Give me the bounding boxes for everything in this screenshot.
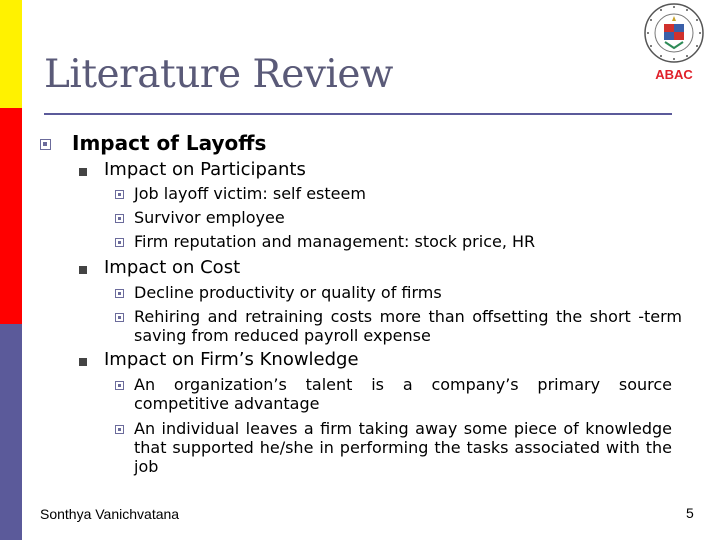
hollow-square-bullet-icon: [115, 313, 124, 322]
title-divider: [44, 113, 672, 115]
list-item: An individual leaves a firm taking away some piece of knowledge that supported he/she in performing the tasks associated with the job: [134, 419, 672, 476]
section-label-cost: Impact on Cost: [104, 257, 241, 278]
side-bar-yellow: [0, 0, 22, 108]
university-seal-icon: [643, 2, 705, 64]
footer-author: Sonthya Vanichvatana: [40, 506, 180, 522]
hollow-square-bullet-icon: [115, 190, 124, 199]
square-bullet-icon: [79, 266, 87, 274]
page-number: 5: [686, 505, 694, 521]
side-bar-red: [0, 108, 22, 324]
slide-title: Literature Review: [44, 52, 393, 97]
hollow-square-bullet-icon: [115, 381, 124, 390]
list-item: Survivor employee: [134, 208, 285, 227]
side-color-bar: [0, 0, 22, 540]
main-heading: Impact of Layoffs: [72, 131, 267, 155]
square-bullet-icon: [79, 358, 87, 366]
hollow-square-bullet-icon: [115, 214, 124, 223]
section-label-participants: Impact on Participants: [104, 159, 306, 180]
section-label-knowledge: Impact on Firm’s Knowledge: [104, 349, 359, 370]
list-item: Rehiring and retraining costs more than offsetting the short -term saving from reduced payroll expense: [134, 307, 682, 345]
list-item: Decline productivity or quality of firms: [134, 283, 442, 302]
square-bullet-icon: [79, 168, 87, 176]
logo-text: ABAC: [655, 67, 693, 82]
list-item: An organization’s talent is a company’s primary source competitive advantage: [134, 375, 672, 413]
university-logo: [639, 0, 709, 95]
hollow-square-bullet-icon: [115, 238, 124, 247]
list-item: Job layoff victim: self esteem: [134, 184, 366, 203]
side-bar-blue: [0, 324, 22, 540]
list-item: Firm reputation and management: stock price, HR: [134, 232, 536, 251]
hollow-square-bullet-icon: [115, 425, 124, 434]
hollow-square-bullet-icon: [40, 139, 51, 150]
hollow-square-bullet-icon: [115, 289, 124, 298]
